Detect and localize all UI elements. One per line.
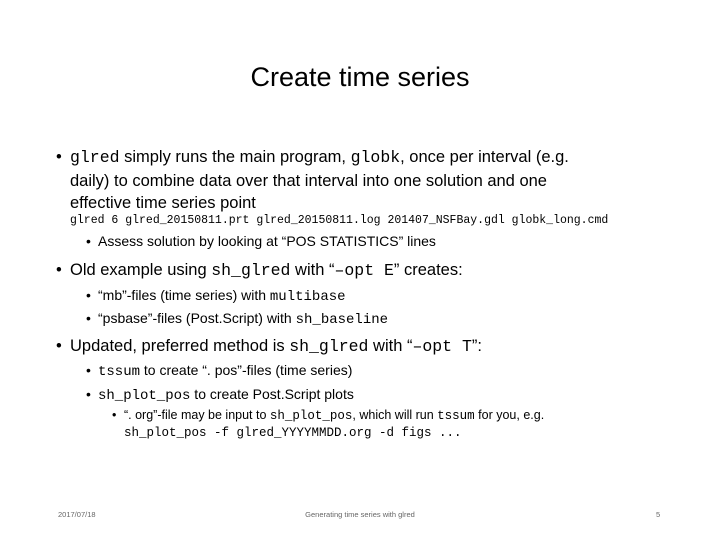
text: , which will run [352, 408, 438, 422]
bullet-3-subsub [124, 408, 544, 423]
code-sh-plot-pos: sh_plot_pos [98, 388, 191, 404]
text: Updated, preferred method is [70, 337, 290, 355]
bullet-3-line [70, 337, 482, 356]
text: to create “. pos”-files (time series) [140, 362, 353, 378]
bullet-2 [56, 261, 62, 280]
glred-command: glred 6 glred_20150811.prt glred_20150811.log 201407_NSFBay.gdl globk_long.cmd [70, 214, 609, 227]
bullet-2-sub-1 [98, 287, 346, 305]
bullet-3-sub-2 [98, 386, 354, 404]
code-sh-glred: sh_glred [211, 261, 291, 280]
footer-title: Generating time series with glred [305, 510, 415, 519]
bullet-1-line-2: daily) to combine data over that interval into one solution and one [70, 172, 547, 190]
text: “mb”-files (time series) with [98, 287, 270, 303]
bullet-1-sub-1 [86, 233, 91, 249]
bullet-3-sub-2-marker: • [86, 386, 91, 402]
text: with “ [368, 337, 413, 355]
text: to create Post.Script plots [190, 386, 354, 402]
text: Old example using [70, 261, 212, 279]
bullet-marker: • [56, 337, 62, 355]
text: simply runs the main program, [119, 148, 351, 166]
code-tssum: tssum [98, 364, 141, 380]
code-globk: globk [350, 148, 401, 167]
bullet-3-sub-1-marker: • [86, 362, 91, 378]
slide-title: Create time series [250, 62, 470, 92]
bullet-3 [56, 337, 62, 356]
code-sh-glred: sh_glred [289, 337, 369, 356]
bullet-2-line [70, 261, 463, 280]
text: ” creates: [393, 261, 463, 279]
code-opt-e: –opt E [334, 261, 394, 280]
bullet-3-sub-1 [98, 362, 352, 380]
sh-plot-pos-command: sh_plot_pos -f glred_YYYYMMDD.org -d figs ... [124, 426, 462, 440]
text: ”: [471, 337, 482, 355]
bullet-marker: • [56, 261, 62, 279]
bullet-2-sub-2-marker: • [86, 310, 91, 326]
code-glred: glred [70, 148, 120, 167]
bullet-1 [56, 148, 62, 167]
page-number: 5 [656, 510, 661, 519]
bullet-marker: • [56, 148, 62, 166]
text: “psbase”-files (Post.Script) with [98, 310, 296, 326]
bullet-1-line-1 [70, 148, 569, 167]
bullet-3-subsub-marker: • [112, 408, 117, 422]
code-sh-baseline: sh_baseline [295, 312, 389, 328]
bullet-2-sub-1-marker: • [86, 287, 91, 303]
bullet-2-sub-2 [98, 310, 388, 328]
code-opt-t: –opt T [412, 337, 472, 356]
text: with “ [290, 261, 335, 279]
code-tssum: tssum [437, 409, 475, 423]
text: “. org”-file may be input to [124, 408, 270, 422]
bullet-marker: • [86, 233, 91, 249]
code-sh-plot-pos: sh_plot_pos [269, 409, 353, 423]
code-multibase: multibase [269, 289, 346, 305]
bullet-1-sub-1-text: Assess solution by looking at “POS STATISTICS” lines [98, 233, 436, 249]
bullet-1-line-3: effective time series point [70, 194, 256, 212]
footer-date: 2017/07/18 [58, 510, 96, 519]
text: , once per interval (e.g. [400, 148, 569, 166]
text: for you, e.g. [474, 408, 545, 422]
